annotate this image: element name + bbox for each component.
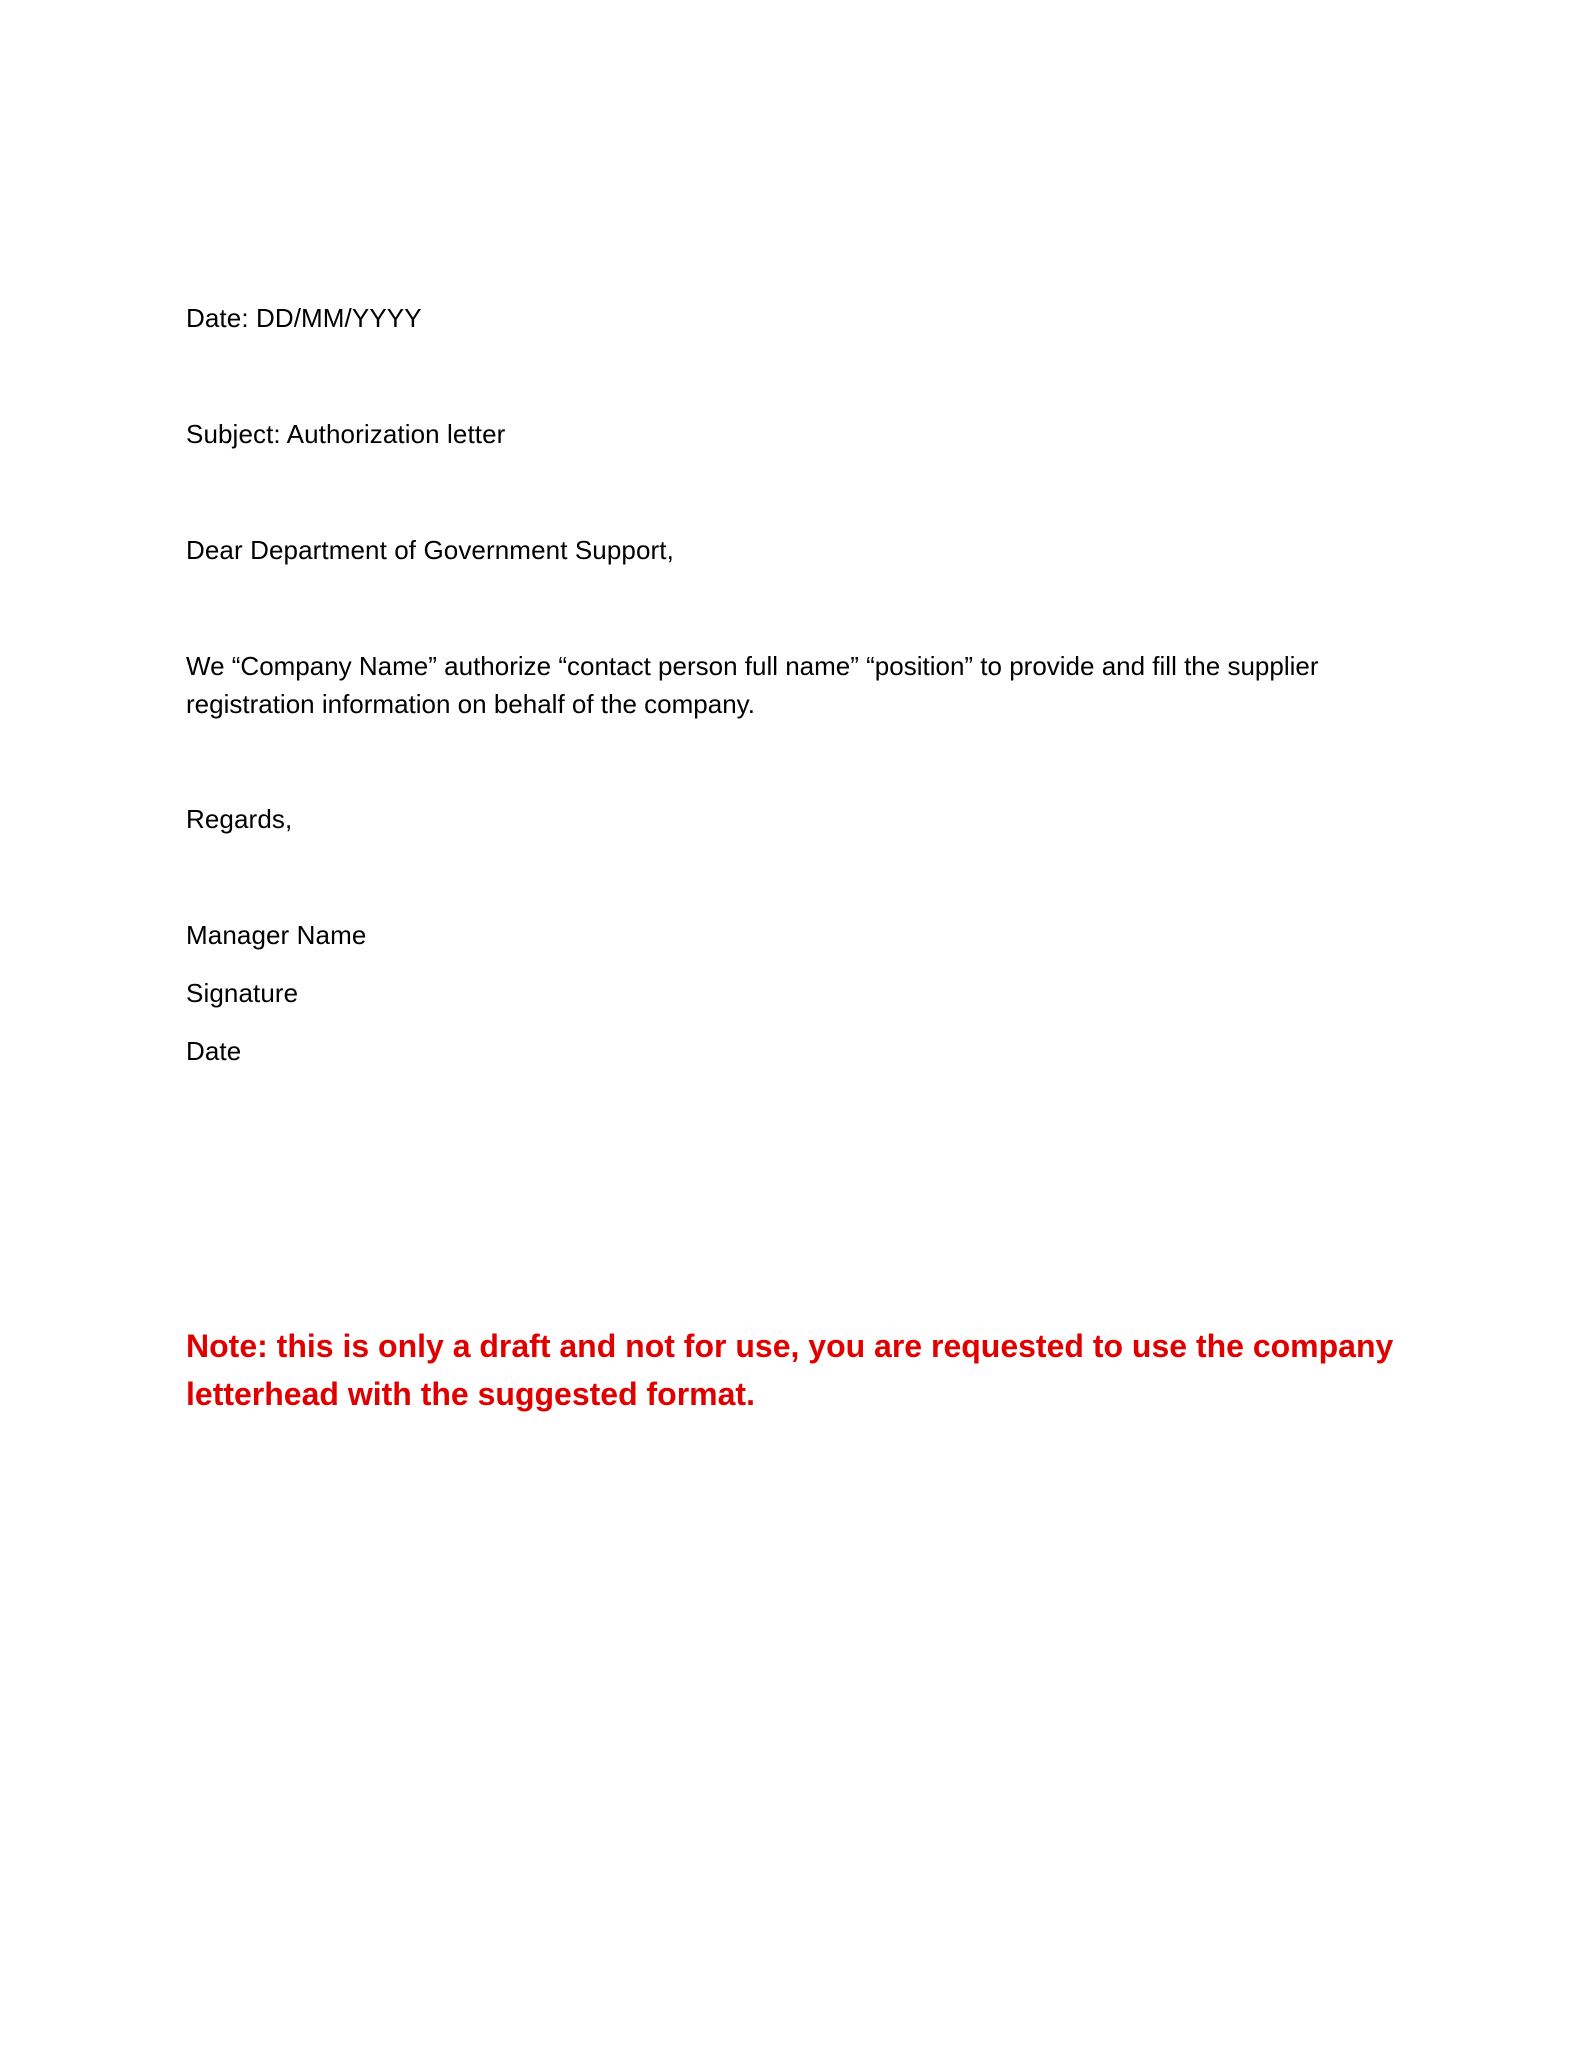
subject-line: Subject: Authorization letter: [186, 419, 506, 449]
letter-body: [186, 647, 1386, 723]
draft-note: [186, 1322, 1426, 1418]
date-line: Date: DD/MM/YYYY: [186, 303, 422, 333]
salutation: Dear Department of Government Support,: [186, 535, 674, 565]
signature-label: Signature: [186, 978, 299, 1008]
letter-body-line: We “Company Name” authorize “contact person full name” “position” to provide and fill the supplier: [186, 651, 1319, 681]
closing: Regards,: [186, 804, 293, 834]
draft-note-line: letterhead with the suggested format.: [186, 1376, 755, 1412]
letter-body-line: registration information on behalf of the company.: [186, 689, 755, 719]
sign-date-label: Date: [186, 1036, 242, 1066]
manager-name: Manager Name: [186, 920, 367, 950]
draft-note-line: Note: this is only a draft and not for use, you are requested to use the company: [186, 1328, 1394, 1364]
